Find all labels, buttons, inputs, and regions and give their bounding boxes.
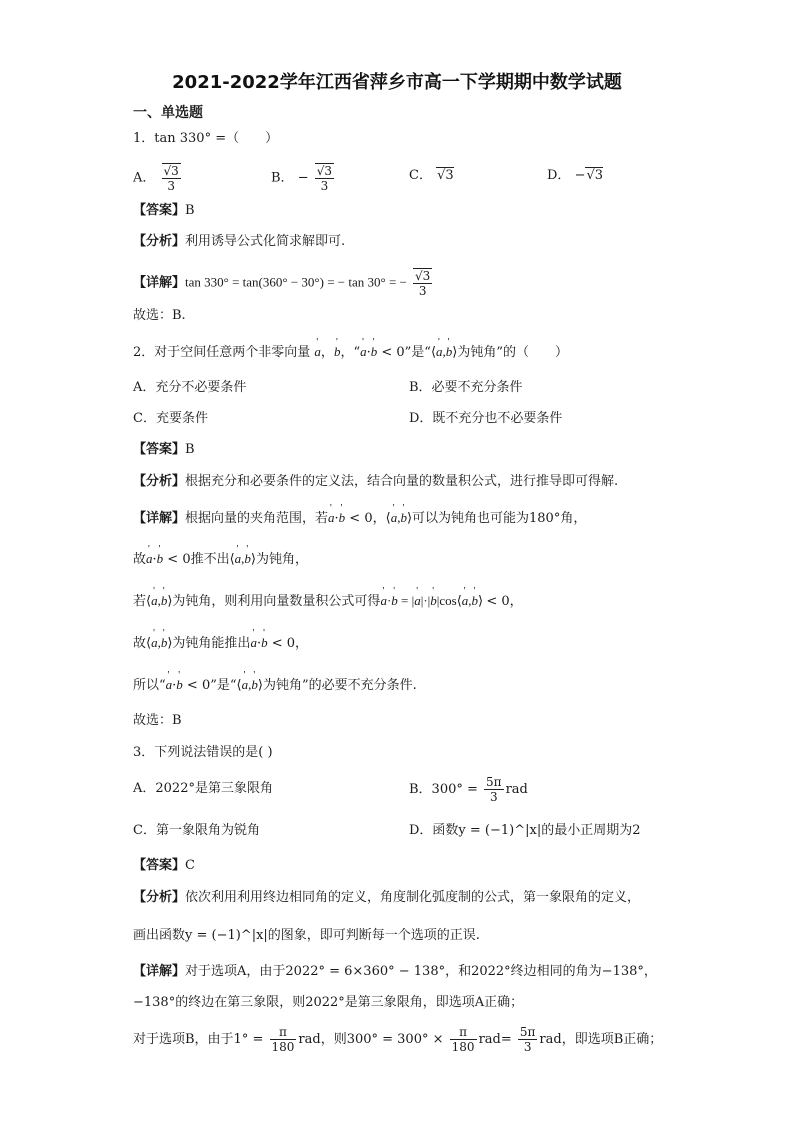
angle-expression: ⟨' a,' b⟩ [237, 677, 263, 692]
fraction [450, 1025, 477, 1054]
detail-text: 为钝角”的必要不充分条件. [262, 678, 417, 693]
q2-option-d: D．既不充分也不必要条件 [409, 411, 563, 426]
detail-text: 可以为钝角也可能为180°角， [412, 511, 587, 526]
fraction [315, 163, 334, 193]
detail-text: < 0， [345, 511, 386, 526]
detail-text: 为钝角能推出 [172, 636, 251, 651]
answer-tag: 【答案】 [133, 858, 186, 873]
q2-option-b: B．必要不充分条件 [409, 380, 523, 395]
q3-option-c: C．第一象限角为锐角 [133, 823, 260, 838]
fraction [270, 1025, 297, 1054]
vector-a: ' a [314, 342, 321, 362]
q2-detail-line5: 所以“' a·' b < 0”是“⟨' a,' b⟩为钝角”的必要不充分条件. [133, 675, 417, 696]
numerator: 5π [519, 1025, 536, 1039]
q1-option-d [547, 166, 603, 186]
vector-a: ' a [146, 549, 153, 569]
q1-detail [133, 268, 434, 298]
detail-tag: 【详解】 [133, 275, 186, 291]
numerator: √3 [415, 269, 431, 283]
q2-conclusion: 故选：B [133, 713, 182, 728]
q1-conclusion: 故选：B. [133, 308, 186, 323]
detail-text: 故 [133, 552, 147, 567]
fraction [162, 163, 181, 193]
minus-sign: − [297, 170, 309, 186]
fraction [484, 775, 504, 804]
vector-a: ' a [328, 508, 335, 528]
vector-a: ' a [166, 675, 173, 695]
option-label: D． [547, 168, 571, 183]
stem-text: < 0”是“ [377, 345, 431, 360]
q1-option-a [133, 163, 183, 193]
option-label: A． [133, 170, 156, 186]
angle-expression: ⟨' a,' b⟩ [431, 344, 457, 359]
q2-analysis [133, 472, 618, 492]
fraction [518, 1025, 538, 1054]
numerator: √3 [316, 164, 333, 178]
q3-detail-line3 [133, 1025, 662, 1054]
vector-a: ' a [250, 633, 257, 653]
option-text: B．300° = [409, 782, 478, 797]
fraction [413, 268, 432, 298]
q3-detail-line2: −138°的终边在第三象限，则2022°是第三象限角，即选项A正确； [133, 995, 524, 1010]
option-text: rad [505, 782, 528, 797]
detail-text: < 0”是“ [182, 678, 237, 693]
detail-text: 根据向量的夹角范围，若 [185, 511, 329, 526]
denominator: 3 [167, 179, 175, 193]
vector-b: ' b [261, 633, 268, 653]
sqrt-value: √3 [437, 168, 454, 183]
denominator: 3 [489, 790, 498, 804]
analysis-text: 根据充分和必要条件的定义法，结合向量的数量积公式，进行推导即可得解. [185, 474, 619, 489]
analysis-tag: 【分析】 [133, 474, 186, 489]
detail-text: 对于选项A，由于2022° = 6×360° − 138°，和2022°终边相同的角为−138°， [185, 964, 657, 979]
analysis-tag: 【分析】 [133, 890, 186, 905]
numerator: √3 [163, 164, 179, 178]
q1-answer [133, 201, 195, 221]
q2-detail-line4: 故⟨' a,' b⟩为钝角能推出' a·' b < 0， [133, 633, 308, 654]
answer-value: B [185, 203, 195, 218]
angle-expression: ⟨' a,' b⟩ [230, 551, 256, 566]
analysis-tag: 【分析】 [133, 234, 186, 249]
q3-detail-line1 [133, 962, 657, 982]
stem-text: 2．对于空间任意两个非零向量 [133, 345, 311, 360]
detail-tag: 【详解】 [133, 511, 186, 526]
page-title: 2021-2022学年江西省萍乡市高一下学期期中数学试题 [172, 72, 622, 93]
detail-text: rad，即选项B正确； [539, 1032, 663, 1047]
sqrt-value: √3 [586, 168, 604, 183]
q2-detail-line1: 【详解】根据向量的夹角范围，若' a·' b < 0，⟨' a,' b⟩可以为钝角也可能为180°角， [133, 508, 586, 529]
numerator: 5π [486, 775, 502, 789]
angle-expression: ⟨' a,' b⟩ [146, 635, 172, 650]
denominator: 3 [320, 179, 329, 193]
answer-value: C [185, 858, 195, 873]
detail-text: 故 [133, 636, 147, 651]
detail-text: 为钝角，则利用向量数量积公式可得 [172, 594, 381, 609]
angle-expression: ⟨' a,' b⟩ [386, 510, 412, 525]
detail-text: < 0， [486, 594, 523, 609]
analysis-text: 利用诱导公式化简求解即可. [185, 234, 346, 249]
q3-option-a: A．2022°是第三象限角 [133, 781, 273, 796]
vector-b: ' b [157, 549, 164, 569]
vector-b: ' b [334, 342, 341, 362]
angle-expression: ⟨' a,' b⟩ [146, 593, 172, 608]
detail-text: < 0推不出 [163, 552, 230, 567]
option-label: C． [409, 168, 432, 183]
answer-tag: 【答案】 [133, 203, 186, 218]
detail-text: rad，则300° = 300° × [298, 1032, 444, 1047]
q3-answer [133, 856, 195, 876]
stem-text: 为钝角”的（ ） [457, 345, 569, 360]
denominator: 180 [271, 1040, 295, 1054]
stem-text: ，“ [340, 345, 361, 360]
denominator: 180 [451, 1040, 475, 1054]
denominator: 3 [523, 1040, 532, 1054]
answer-value: B [185, 442, 195, 457]
detail-text: < 0， [267, 636, 309, 651]
section-heading: 一、单选题 [133, 105, 203, 121]
q2-option-a: A．充分不必要条件 [133, 380, 247, 395]
q2-answer [133, 440, 195, 460]
detail-text: 为钝角， [256, 552, 309, 567]
detail-text: 所以“ [133, 678, 166, 693]
q3-analysis-line1 [133, 888, 640, 908]
q1-option-c [409, 166, 454, 186]
q3-stem: 3．下列说法错误的是( ) [133, 745, 273, 760]
vector-b: ' b [371, 342, 378, 362]
detail-text: 若 [133, 594, 147, 609]
q1-option-b [271, 163, 336, 193]
detail-text: tan 330° = tan(360° − 30°) = − tan 30° = − [185, 274, 407, 290]
dot-product-formula: ' a·' b = |' a|·|' b|cos⟨' a,' b⟩ [380, 593, 486, 608]
detail-text: 对于选项B，由于1° = [133, 1032, 264, 1047]
vector-b: ' b [339, 508, 346, 528]
answer-tag: 【答案】 [133, 442, 186, 457]
option-label: B． [271, 170, 294, 186]
analysis-text: 依次利用利用终边相同角的定义，角度制化弧度制的公式，第一象限角的定义， [185, 890, 641, 905]
q2-stem: 2．对于空间任意两个非零向量 ' a，' b，“' a·' b < 0”是“⟨' a,' b⟩为钝角”的（ ） [133, 342, 568, 363]
detail-text: rad= [478, 1032, 512, 1047]
q1-stem: 1．tan 330° =（ ） [133, 131, 279, 146]
numerator: π [270, 1025, 297, 1040]
vector-a: ' a [360, 342, 367, 362]
q1-analysis [133, 232, 345, 252]
q3-analysis-line2: 画出函数y = (−1)^|x|的图象，即可判断每一个选项的正误. [133, 928, 480, 943]
detail-tag: 【详解】 [133, 964, 186, 979]
q2-detail-line2: 故' a·' b < 0推不出⟨' a,' b⟩为钝角， [133, 549, 308, 570]
numerator: π [450, 1025, 477, 1040]
q3-option-d: D．函数y = (−1)^|x|的最小正周期为2 [409, 823, 641, 838]
minus-sign: − [574, 168, 586, 183]
denominator: 3 [418, 284, 427, 298]
q3-option-b [409, 775, 528, 804]
q2-detail-line3 [133, 591, 523, 612]
vector-b: ' b [176, 675, 183, 695]
q2-option-c: C．充要条件 [133, 411, 208, 426]
